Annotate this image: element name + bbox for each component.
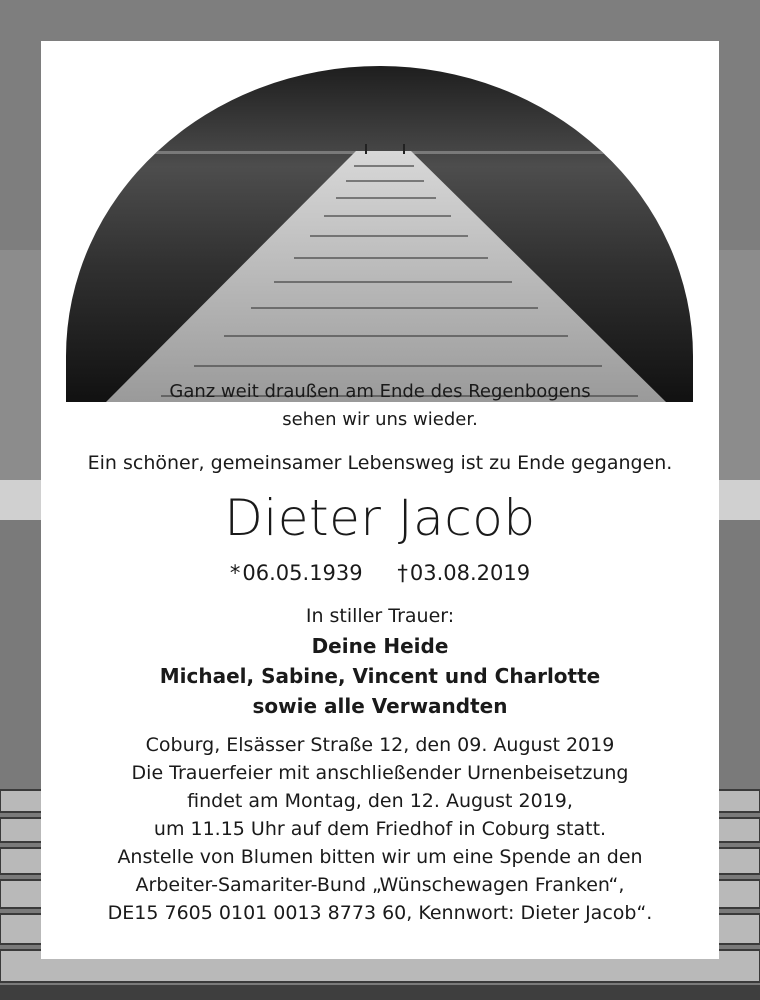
birth-symbol: *	[229, 561, 241, 585]
deceased-name: Dieter Jacob	[224, 489, 536, 547]
motto-line-2: sehen wir uns wieder.	[282, 409, 478, 430]
donation-line: Anstelle von Blumen bitten wir um eine Spende an den	[117, 846, 643, 868]
motto-quote	[41, 378, 719, 434]
donation-line: DE15 7605 0101 0013 8773 60, Kennwort: Dieter Jacob“.	[107, 902, 653, 924]
funeral-line: findet am Montag, den 12. August 2019,	[187, 790, 573, 812]
mourners-block	[41, 601, 719, 721]
donation-line: Arbeiter-Samariter-Bund „Wünschewagen Franken“,	[135, 874, 625, 896]
death-date	[397, 561, 530, 585]
death-date-value: 03.08.2019	[409, 561, 531, 585]
cross-icon: †	[397, 561, 408, 585]
mourner-line: sowie alle Verwandten	[252, 694, 508, 718]
motto-line-1: Ganz weit draußen am Ende des Regenbogens	[169, 381, 591, 402]
mourning-intro: In stiller Trauer:	[305, 605, 455, 627]
mourner-line: Deine Heide	[311, 634, 449, 658]
birth-date	[230, 561, 363, 585]
mourner-line: Michael, Sabine, Vincent und Charlotte	[159, 664, 601, 688]
lead-sentence: Ein schöner, gemeinsamer Lebensweg ist zu Ende gegangen.	[87, 452, 673, 474]
birth-date-value: 06.05.1939	[242, 561, 363, 585]
funeral-line: Die Trauerfeier mit anschließender Urnenbeisetzung	[131, 762, 629, 784]
life-dates	[41, 559, 719, 587]
obituary-card	[41, 41, 719, 959]
place-date: Coburg, Elsässer Straße 12, den 09. August 2019	[145, 734, 615, 756]
funeral-line: um 11.15 Uhr auf dem Friedhof in Coburg statt.	[153, 818, 607, 840]
pier-photo-arch	[66, 66, 693, 402]
funeral-notice	[41, 731, 719, 927]
